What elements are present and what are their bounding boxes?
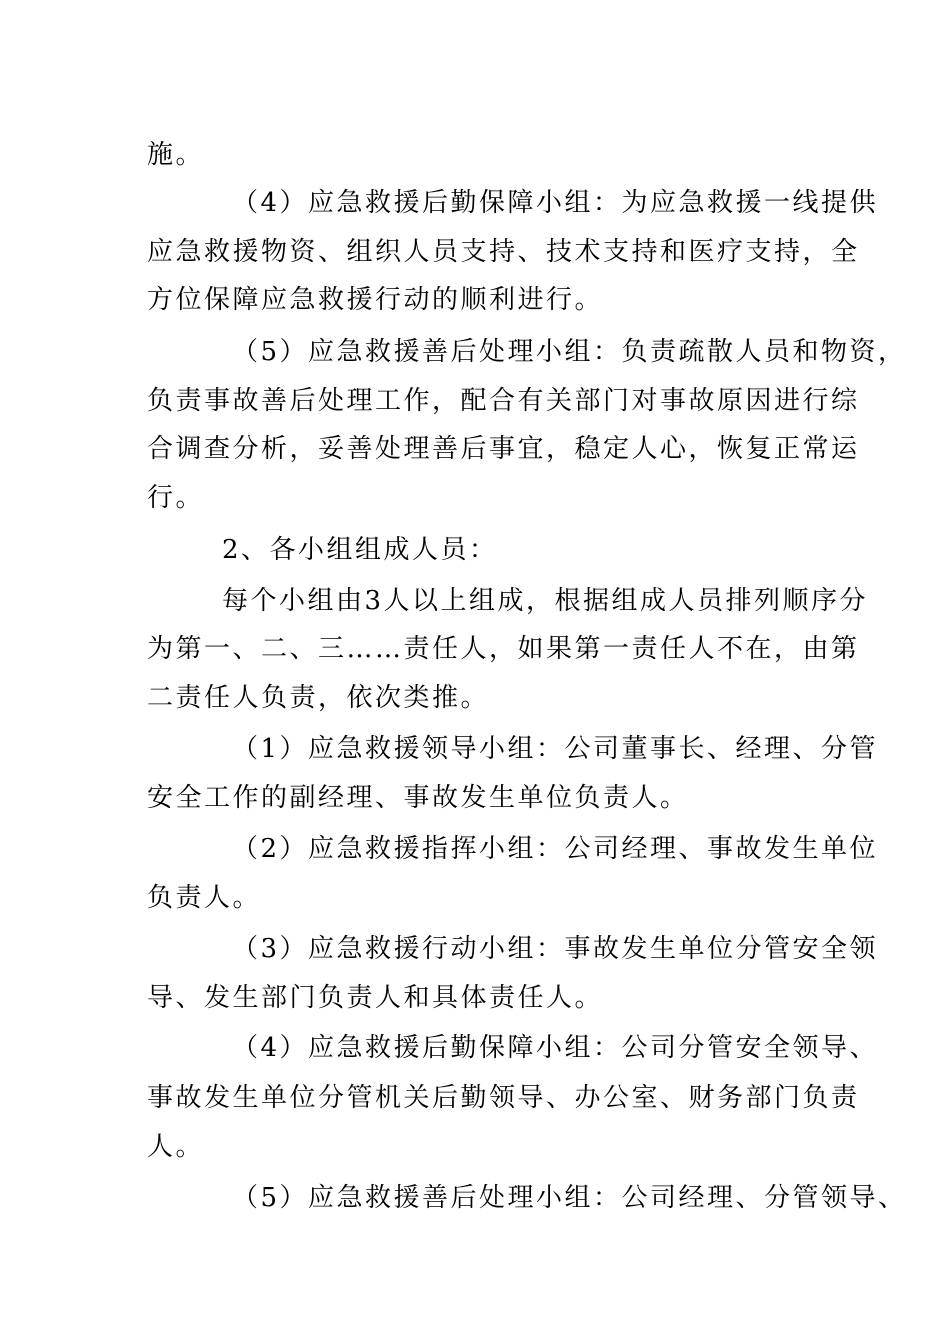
paragraph-2-command-line-1: （2）应急救援指挥小组：公司经理、事故发生单位 (232, 834, 879, 864)
text-line: 为第一、二、三……责任人，如果第一责任人不在，由第 (147, 634, 860, 664)
paragraph-composition-line-1: 每个小组由3人以上组成，根据组成人员排列顺序分 (222, 586, 869, 616)
paragraph-5-aftermath-members-line-1: （5）应急救援善后处理小组：公司经理、分管领导、 (232, 1183, 907, 1213)
text-line: 导、发生部门负责人和具体责任人。 (147, 983, 604, 1013)
section-heading: 2、各小组组成人员： (222, 535, 498, 565)
paragraph-3-action-line-1: （3）应急救援行动小组：事故发生单位分管安全领 (232, 934, 879, 964)
text-line: 方位保障应急救援行动的顺利进行。 (147, 285, 604, 315)
text-line: 行。 (147, 483, 205, 513)
paragraph-4-logistics-line-1: （4）应急救援后勤保障小组：为应急救援一线提供 (232, 188, 879, 218)
paragraph-4-logistics-members-line-1: （4）应急救援后勤保障小组：公司分管安全领导、 (232, 1033, 879, 1063)
text-line: 负责事故善后处理工作，配合有关部门对事故原因进行综 (147, 386, 860, 416)
paragraph-1-leadership-line-1: （1）应急救援领导小组：公司董事长、经理、分管 (232, 734, 879, 764)
text-line: 人。 (147, 1132, 205, 1162)
text-line: 二责任人负责，依次类推。 (147, 683, 490, 713)
text-line: 事故发生单位分管机关后勤领导、办公室、财务部门负责 (147, 1083, 860, 1113)
text-line: 负责人。 (147, 883, 262, 913)
text-line: 应急救援物资、组织人员支持、技术支持和医疗支持，全 (147, 237, 860, 267)
paragraph-5-aftermath-line-1: （5）应急救援善后处理小组：负责疏散人员和物资， (232, 337, 907, 367)
text-line: 合调查分析，妥善处理善后事宜，稳定人心，恢复正常运 (147, 434, 860, 464)
text-line: 安全工作的副经理、事故发生单位负责人。 (147, 783, 689, 813)
text-line: 施。 (147, 140, 205, 170)
